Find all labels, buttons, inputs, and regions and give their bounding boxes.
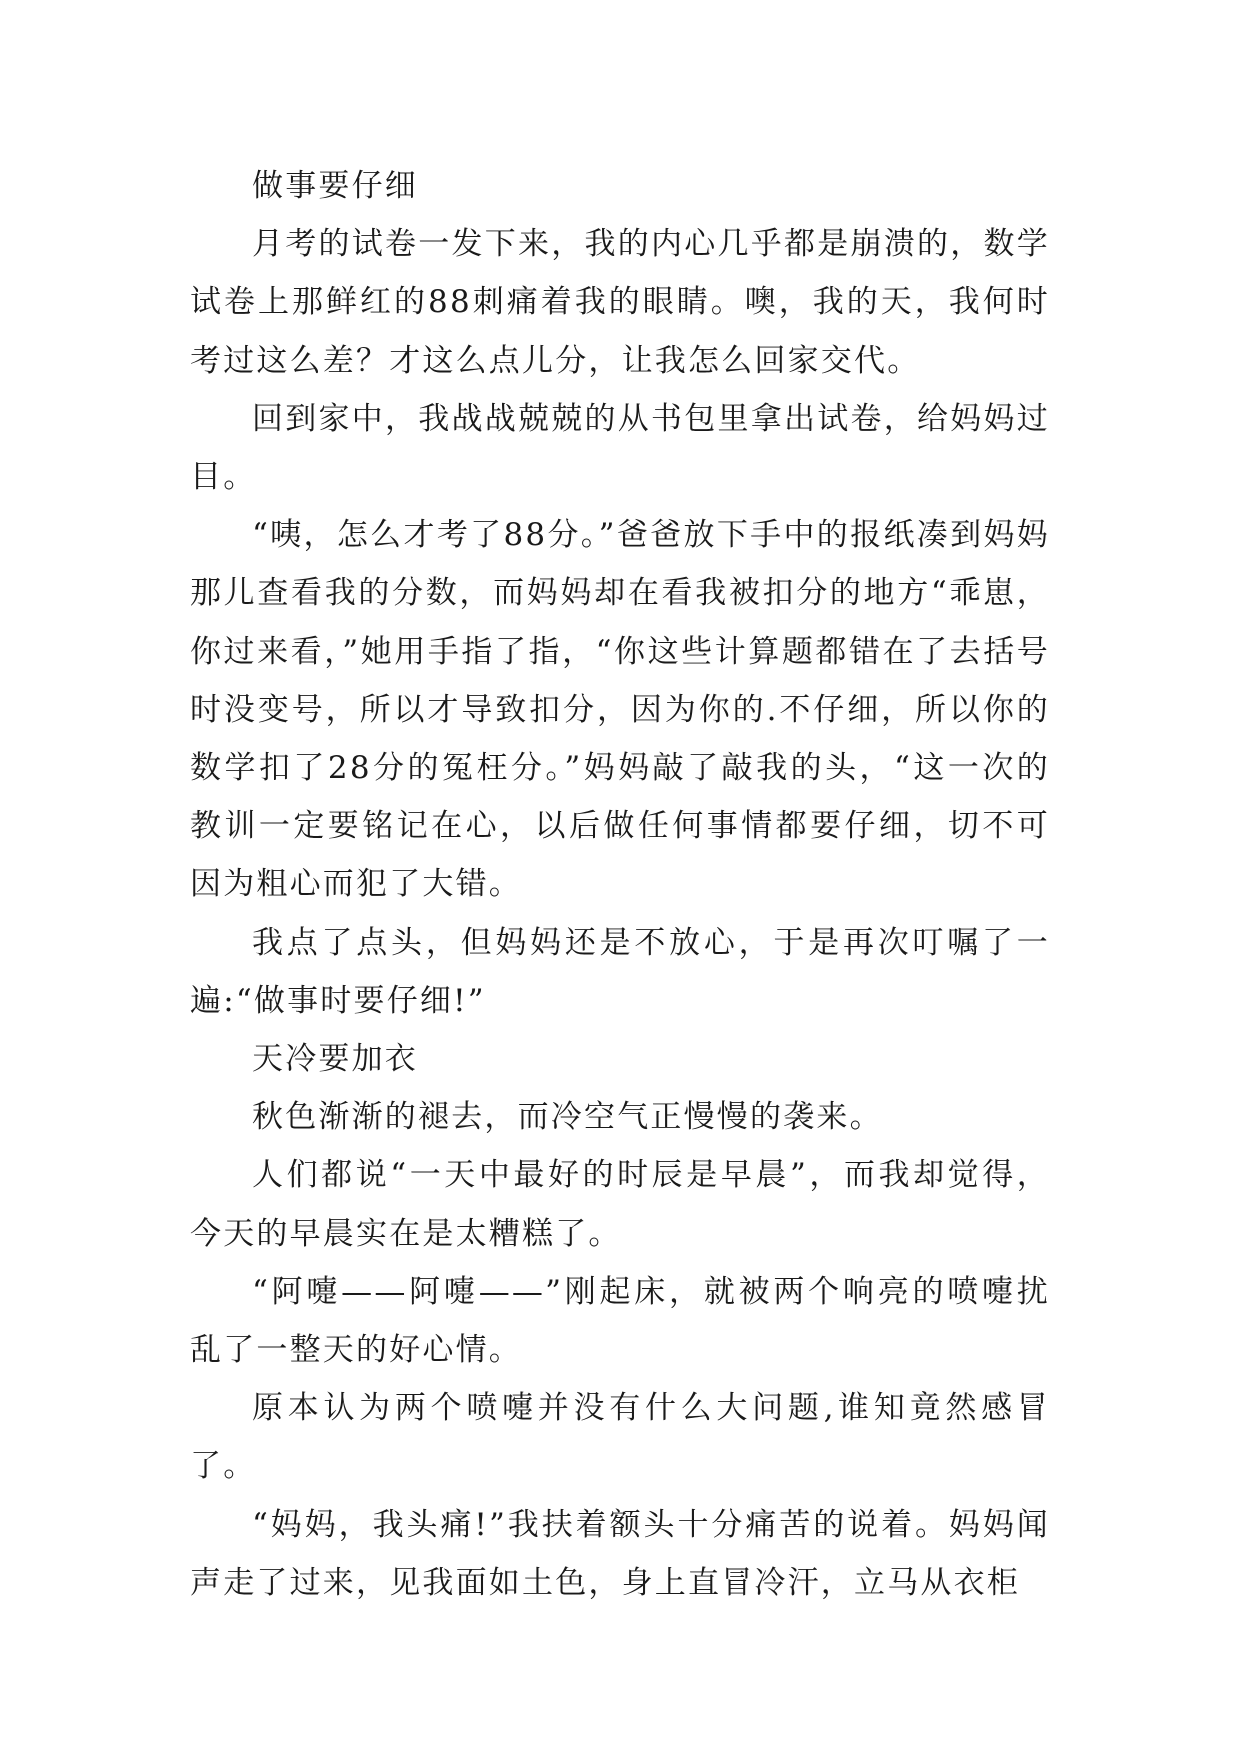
document-body: [190, 157, 1050, 1612]
paragraph: “阿嚏——阿嚏——”刚起床，就被两个响亮的喷嚏扰乱了一整天的好心情。: [190, 1273, 1050, 1369]
paragraph: 原本认为两个喷嚏并没有什么大问题,谁知竟然感冒了。: [190, 1390, 1050, 1485]
paragraph: 回到家中，我战战兢兢的从书包里拿出试卷，给妈妈过目。: [190, 400, 1050, 496]
section-title-careful: 做事要仔细: [252, 168, 418, 204]
paragraph: “妈妈，我头痛!”我扶着额头十分痛苦的说着。妈妈闻声走了过来，见我面如土色，身上直冒冷汗，立马从衣柜: [190, 1506, 1050, 1601]
paragraph: “咦，怎么才考了88分。”爸爸放下手中的报纸凑到妈妈那儿查看我的分数，而妈妈却在看我被扣分的地方“乖崽，你过来看，”她用手指了指，“你这些计算题都错在了去括号时没变号，所以才导致扣分，因为你的.不仔细，所以你的数学扣了28分的冤枉分。”妈妈敲了敲我的头，“这一次的教训一定要铭记在心，以后做任何事情都要仔细，切不可因为粗心而犯了大错。: [190, 517, 1050, 903]
paragraph: 我点了点头，但妈妈还是不放心，于是再次叮嘱了一遍:“做事时要仔细!”: [190, 924, 1050, 1019]
paragraph: 秋色渐渐的褪去，而冷空气正慢慢的袭来。: [252, 1099, 883, 1136]
section-title-cold: 天冷要加衣: [252, 1041, 418, 1078]
paragraph: 人们都说“一天中最好的时辰是早晨”，而我却觉得，今天的早晨实在是太糟糕了。: [190, 1157, 1050, 1252]
paragraph: 月考的试卷一发下来，我的内心几乎都是崩溃的，数学试卷上那鲜红的88刺痛着我的眼睛。噢，我的天，我何时考过这么差？才这么点儿分，让我怎么回家交代。: [190, 226, 1050, 379]
